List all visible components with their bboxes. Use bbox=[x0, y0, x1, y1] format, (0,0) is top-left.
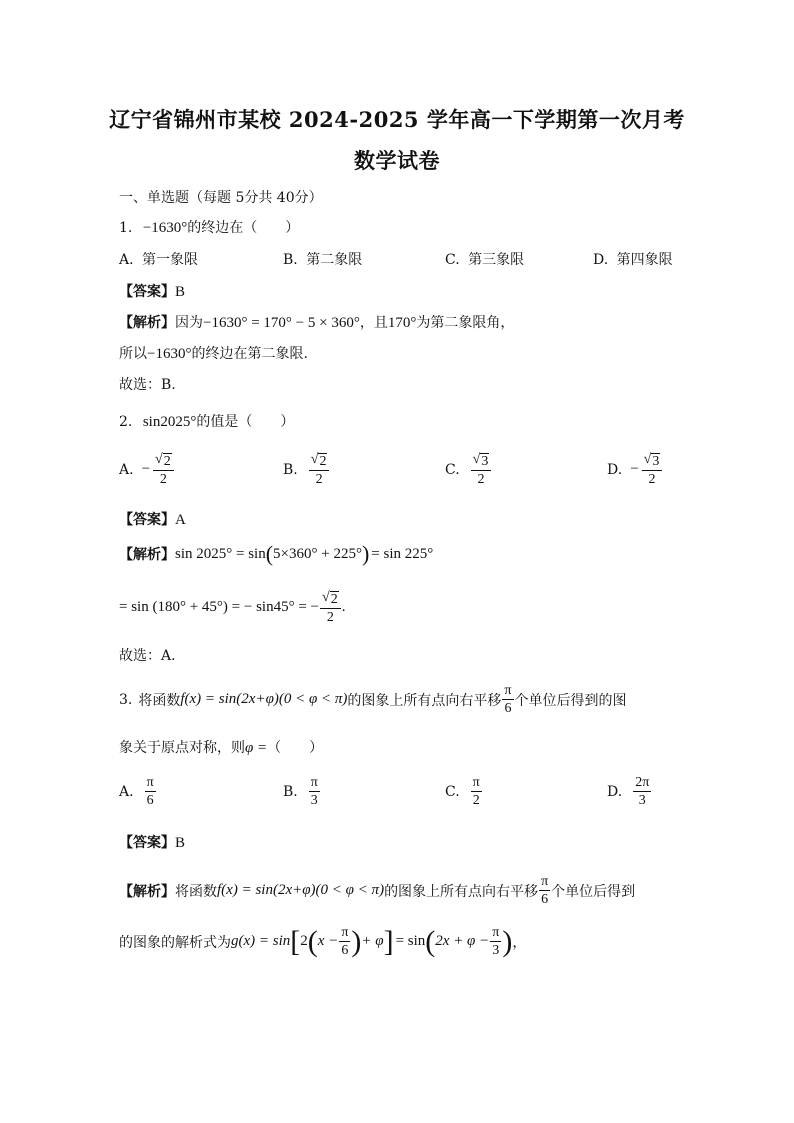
analysis-math: x − bbox=[317, 933, 339, 950]
answer-value: B bbox=[175, 835, 186, 851]
option-d bbox=[593, 249, 673, 269]
denominator: 6 bbox=[146, 793, 154, 809]
analysis-math: 2x + φ − bbox=[435, 933, 490, 950]
analysis-math: + φ bbox=[361, 933, 384, 950]
answer-value: B bbox=[175, 284, 186, 300]
numerator: π bbox=[539, 874, 550, 891]
question-text: 的图象上所有点向右平移 bbox=[347, 692, 502, 709]
analysis-math: sin 2025° = sin bbox=[175, 545, 266, 562]
numerator: 2π bbox=[633, 775, 651, 792]
fraction bbox=[490, 925, 501, 959]
radicand: 3 bbox=[481, 454, 489, 469]
question-1 bbox=[119, 217, 299, 237]
radical-icon: √ bbox=[472, 452, 481, 467]
analysis-text: 所以 bbox=[119, 346, 147, 362]
right-paren-icon: ) bbox=[502, 924, 513, 958]
conclusion: 故选：B. bbox=[119, 377, 176, 393]
analysis-math: 5×360° + 225° bbox=[273, 545, 362, 562]
question-number: 2. bbox=[119, 414, 133, 430]
question-number: 1. bbox=[119, 220, 133, 236]
analysis-text: ， bbox=[512, 934, 527, 951]
option-b bbox=[283, 249, 362, 269]
denominator: 6 bbox=[341, 943, 349, 959]
right-paren-icon: ) bbox=[361, 541, 370, 566]
option-c bbox=[445, 452, 492, 488]
option-letter: D. bbox=[593, 252, 609, 268]
question-math: f(x) = sin(2x+φ)(0 < φ < π) bbox=[180, 691, 348, 708]
analysis-text: 个单位后得到 bbox=[551, 883, 636, 900]
radicand: 2 bbox=[163, 454, 171, 469]
minus-sign: − bbox=[141, 461, 151, 478]
numerator: π bbox=[309, 775, 320, 792]
option-text: 第二象限 bbox=[306, 252, 363, 268]
denominator: 3 bbox=[638, 793, 646, 809]
question-number: 3. bbox=[119, 691, 133, 708]
numerator: π bbox=[471, 775, 482, 792]
question-math: sin2025° bbox=[142, 414, 197, 430]
option-letter: C. bbox=[445, 461, 460, 478]
denominator: 2 bbox=[472, 793, 480, 809]
fraction bbox=[633, 775, 651, 809]
analysis-text: 为第二象限角， bbox=[416, 315, 515, 331]
denominator: 2 bbox=[159, 472, 167, 488]
analysis-math: 170° bbox=[387, 315, 417, 331]
numerator: π bbox=[490, 925, 501, 942]
analysis-line bbox=[119, 874, 635, 908]
fraction bbox=[502, 683, 513, 717]
option-d bbox=[607, 775, 652, 809]
denominator: 6 bbox=[504, 701, 512, 717]
fraction bbox=[145, 775, 156, 809]
fraction bbox=[339, 925, 350, 959]
option-text: 第四象限 bbox=[616, 252, 673, 268]
option-a bbox=[119, 249, 198, 269]
analysis-math: g(x) = sin bbox=[231, 933, 291, 950]
question-text: 将函数 bbox=[138, 692, 181, 709]
fraction bbox=[642, 452, 663, 488]
numerator: π bbox=[502, 683, 513, 700]
option-letter: B. bbox=[283, 461, 298, 478]
analysis-math: = sin (180° + 45°) = − sin45° = − bbox=[119, 599, 320, 616]
question-text: 个单位后得到的图 bbox=[514, 692, 627, 709]
analysis-math: −1630° bbox=[147, 346, 192, 362]
option-text: 第三象限 bbox=[468, 252, 525, 268]
analysis-line bbox=[119, 543, 433, 565]
question-text: 象关于原点对称，则 bbox=[119, 740, 245, 756]
denominator: 2 bbox=[326, 610, 334, 626]
analysis-math: = sin 225° bbox=[371, 545, 434, 562]
analysis-math: f(x) = sin(2x+φ)(0 < φ < π) bbox=[217, 882, 385, 899]
fraction bbox=[153, 452, 174, 488]
option-letter: D. bbox=[607, 461, 623, 478]
analysis-line bbox=[119, 590, 345, 626]
page-title: 辽宁省锦州市某校 2024-2025 学年高一下学期第一次月考 bbox=[109, 107, 685, 132]
numerator: π bbox=[339, 925, 350, 942]
conclusion: 故选：A. bbox=[119, 648, 176, 664]
option-d bbox=[607, 452, 663, 488]
denominator: 3 bbox=[492, 943, 500, 959]
answer-value: A bbox=[175, 512, 186, 528]
analysis-math: 2 bbox=[300, 933, 308, 950]
denominator: 2 bbox=[477, 472, 485, 488]
answer-label: 【答案】 bbox=[119, 284, 175, 300]
radicand: 3 bbox=[652, 454, 660, 469]
analysis-text: 的图象上所有点向右平移 bbox=[384, 883, 539, 900]
fraction bbox=[309, 452, 330, 488]
option-letter: C. bbox=[445, 783, 460, 800]
left-paren-icon: ( bbox=[425, 924, 436, 958]
denominator: 2 bbox=[315, 472, 323, 488]
section-heading: 一、单选题（每题 5分共 40分） bbox=[119, 190, 323, 206]
analysis-line bbox=[119, 343, 308, 363]
radicand: 2 bbox=[330, 592, 338, 607]
answer-label: 【答案】 bbox=[119, 835, 175, 851]
option-letter: D. bbox=[607, 783, 623, 800]
option-b bbox=[283, 452, 330, 488]
radical-icon: √ bbox=[322, 590, 330, 605]
option-a bbox=[119, 775, 157, 809]
option-letter: B. bbox=[283, 783, 298, 800]
denominator: 6 bbox=[541, 892, 549, 908]
analysis-label: 【解析】 bbox=[119, 547, 175, 563]
question-text: 的值是（ ） bbox=[196, 414, 295, 430]
fraction bbox=[320, 590, 341, 626]
option-c bbox=[445, 249, 524, 269]
answer-line bbox=[119, 509, 186, 529]
left-paren-icon: ( bbox=[265, 541, 274, 566]
radical-icon: √ bbox=[643, 452, 652, 467]
analysis-text: 的图象的解析式为 bbox=[119, 934, 231, 951]
radical-icon: √ bbox=[310, 452, 319, 467]
answer-line bbox=[119, 281, 185, 301]
analysis-math: −1630° = 170° − 5 × 360° bbox=[203, 315, 360, 331]
fraction bbox=[309, 775, 320, 809]
minus-sign: − bbox=[630, 461, 639, 478]
right-bracket-icon: ] bbox=[383, 924, 394, 958]
option-b bbox=[283, 775, 321, 809]
denominator: 3 bbox=[310, 793, 318, 809]
fraction bbox=[539, 874, 550, 908]
analysis-math: . bbox=[341, 599, 346, 616]
question-text: （ ） bbox=[267, 740, 324, 756]
denominator: 2 bbox=[648, 472, 656, 488]
option-letter: A. bbox=[119, 783, 134, 800]
left-paren-icon: ( bbox=[307, 924, 318, 958]
option-letter: A. bbox=[119, 461, 134, 478]
question-math: φ = bbox=[245, 740, 268, 756]
fraction bbox=[471, 775, 482, 809]
answer-label: 【答案】 bbox=[119, 512, 175, 528]
radicand: 2 bbox=[319, 454, 327, 469]
analysis-text: 因为 bbox=[175, 315, 203, 331]
radical-icon: √ bbox=[155, 452, 163, 467]
option-a bbox=[119, 452, 175, 488]
analysis-label: 【解析】 bbox=[119, 883, 175, 900]
option-letter: A. bbox=[119, 252, 134, 268]
analysis-math: = sin bbox=[395, 933, 426, 950]
left-bracket-icon: [ bbox=[290, 924, 301, 958]
fraction bbox=[471, 452, 492, 488]
option-c bbox=[445, 775, 483, 809]
option-letter: C. bbox=[445, 252, 460, 268]
analysis-text: 将函数 bbox=[175, 883, 217, 900]
question-text: 的终边在（ ） bbox=[187, 220, 300, 236]
right-paren-icon: ) bbox=[351, 924, 362, 958]
analysis-line bbox=[119, 312, 514, 332]
analysis-text: ，且 bbox=[359, 315, 388, 331]
question-3-line2 bbox=[119, 737, 323, 757]
question-2 bbox=[119, 411, 294, 431]
question-3 bbox=[119, 683, 627, 717]
answer-line bbox=[119, 832, 185, 852]
option-letter: B. bbox=[283, 252, 298, 268]
analysis-line bbox=[119, 925, 526, 959]
numerator: π bbox=[145, 775, 156, 792]
page-subtitle: 数学试卷 bbox=[354, 148, 440, 173]
analysis-text: 的终边在第二象限. bbox=[191, 346, 308, 362]
question-math: −1630° bbox=[142, 220, 188, 236]
option-text: 第一象限 bbox=[142, 252, 199, 268]
analysis-label: 【解析】 bbox=[119, 315, 175, 331]
